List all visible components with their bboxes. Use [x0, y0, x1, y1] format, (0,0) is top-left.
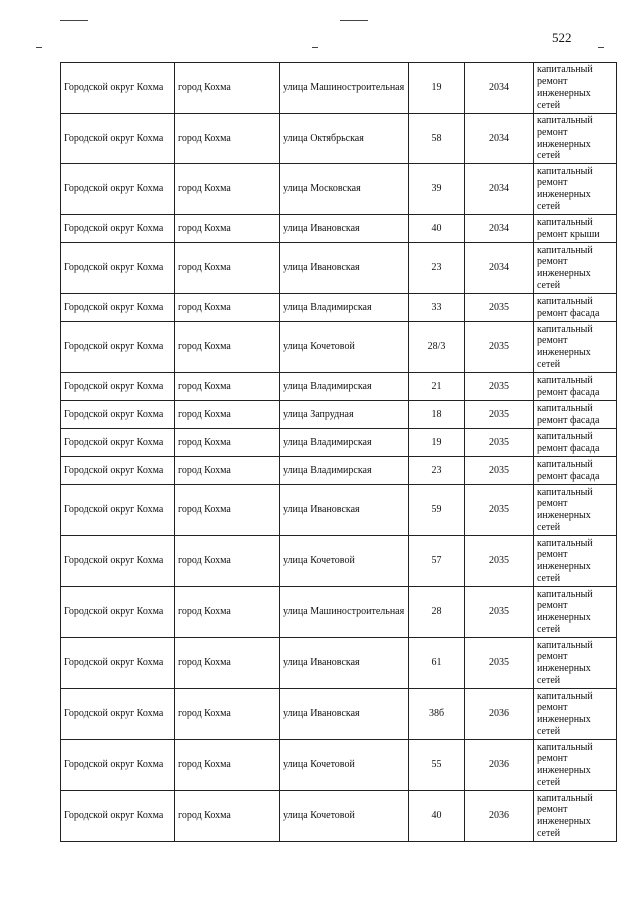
street-cell: улица Кочетовой: [280, 740, 409, 791]
year-cell: 2035: [465, 638, 534, 689]
year-cell: 2036: [465, 689, 534, 740]
municipality-cell: Городской округ Кохма: [61, 740, 175, 791]
year-cell: 2034: [465, 63, 534, 114]
house-number-cell: 57: [409, 536, 465, 587]
locality-cell: город Кохма: [175, 740, 280, 791]
table-row: [61, 485, 617, 536]
year-cell: 2035: [465, 401, 534, 429]
municipality-cell: Городской округ Кохма: [61, 689, 175, 740]
work-type-cell: капитальный ремонт инженерных сетей: [534, 322, 617, 373]
municipality-cell: Городской округ Кохма: [61, 63, 175, 114]
house-number-cell: 38б: [409, 689, 465, 740]
street-cell: улица Кочетовой: [280, 536, 409, 587]
street-cell: улица Кочетовой: [280, 322, 409, 373]
table-row: [61, 215, 617, 243]
year-cell: 2036: [465, 740, 534, 791]
work-type-cell: капитальный ремонт инженерных сетей: [534, 164, 617, 215]
scan-mark: [598, 47, 604, 48]
street-cell: улица Машиностроительная: [280, 587, 409, 638]
municipality-cell: Городской округ Кохма: [61, 215, 175, 243]
work-type-cell: капитальный ремонт инженерных сетей: [534, 536, 617, 587]
work-type-cell: капитальный ремонт фасада: [534, 373, 617, 401]
locality-cell: город Кохма: [175, 587, 280, 638]
work-type-cell: капитальный ремонт инженерных сетей: [534, 791, 617, 842]
year-cell: 2035: [465, 485, 534, 536]
page-number: 522: [552, 30, 572, 45]
house-number-cell: 23: [409, 457, 465, 485]
housing-repair-table: [60, 62, 617, 842]
locality-cell: город Кохма: [175, 638, 280, 689]
table-row: [61, 63, 617, 114]
table-body: [61, 63, 617, 842]
municipality-cell: Городской округ Кохма: [61, 429, 175, 457]
scan-mark: [36, 47, 42, 48]
table-row: [61, 740, 617, 791]
municipality-cell: Городской округ Кохма: [61, 791, 175, 842]
locality-cell: город Кохма: [175, 401, 280, 429]
street-cell: улица Ивановская: [280, 638, 409, 689]
year-cell: 2034: [465, 114, 534, 164]
locality-cell: город Кохма: [175, 294, 280, 322]
house-number-cell: 19: [409, 63, 465, 114]
work-type-cell: капитальный ремонт инженерных сетей: [534, 243, 617, 294]
house-number-cell: 40: [409, 215, 465, 243]
table-row: [61, 457, 617, 485]
scan-mark: [60, 20, 88, 21]
house-number-cell: 40: [409, 791, 465, 842]
work-type-cell: капитальный ремонт фасада: [534, 294, 617, 322]
municipality-cell: Городской округ Кохма: [61, 164, 175, 215]
locality-cell: город Кохма: [175, 791, 280, 842]
scan-mark: [312, 47, 318, 48]
street-cell: улица Октябрьская: [280, 114, 409, 164]
table-row: [61, 689, 617, 740]
house-number-cell: 59: [409, 485, 465, 536]
street-cell: улица Машиностроительная: [280, 63, 409, 114]
street-cell: улица Ивановская: [280, 215, 409, 243]
work-type-cell: капитальный ремонт инженерных сетей: [534, 485, 617, 536]
house-number-cell: 61: [409, 638, 465, 689]
year-cell: 2035: [465, 457, 534, 485]
municipality-cell: Городской округ Кохма: [61, 587, 175, 638]
table-row: [61, 373, 617, 401]
municipality-cell: Городской округ Кохма: [61, 401, 175, 429]
locality-cell: город Кохма: [175, 429, 280, 457]
table-row: [61, 294, 617, 322]
street-cell: улица Кочетовой: [280, 791, 409, 842]
municipality-cell: Городской округ Кохма: [61, 638, 175, 689]
house-number-cell: 28: [409, 587, 465, 638]
year-cell: 2036: [465, 791, 534, 842]
scan-mark: [340, 20, 368, 21]
locality-cell: город Кохма: [175, 457, 280, 485]
locality-cell: город Кохма: [175, 164, 280, 215]
house-number-cell: 23: [409, 243, 465, 294]
table-row: [61, 638, 617, 689]
locality-cell: город Кохма: [175, 689, 280, 740]
year-cell: 2035: [465, 536, 534, 587]
municipality-cell: Городской округ Кохма: [61, 294, 175, 322]
year-cell: 2035: [465, 322, 534, 373]
municipality-cell: Городской округ Кохма: [61, 114, 175, 164]
table-row: [61, 791, 617, 842]
house-number-cell: 39: [409, 164, 465, 215]
municipality-cell: Городской округ Кохма: [61, 373, 175, 401]
year-cell: 2035: [465, 429, 534, 457]
locality-cell: город Кохма: [175, 322, 280, 373]
table-row: [61, 429, 617, 457]
municipality-cell: Городской округ Кохма: [61, 243, 175, 294]
municipality-cell: Городской округ Кохма: [61, 536, 175, 587]
table-row: [61, 114, 617, 164]
house-number-cell: 58: [409, 114, 465, 164]
work-type-cell: капитальный ремонт инженерных сетей: [534, 63, 617, 114]
street-cell: улица Владимирская: [280, 294, 409, 322]
table-row: [61, 243, 617, 294]
municipality-cell: Городской округ Кохма: [61, 322, 175, 373]
street-cell: улица Владимирская: [280, 429, 409, 457]
house-number-cell: 18: [409, 401, 465, 429]
locality-cell: город Кохма: [175, 63, 280, 114]
locality-cell: город Кохма: [175, 215, 280, 243]
house-number-cell: 55: [409, 740, 465, 791]
municipality-cell: Городской округ Кохма: [61, 485, 175, 536]
house-number-cell: 19: [409, 429, 465, 457]
locality-cell: город Кохма: [175, 373, 280, 401]
street-cell: улица Ивановская: [280, 689, 409, 740]
work-type-cell: капитальный ремонт инженерных сетей: [534, 587, 617, 638]
work-type-cell: капитальный ремонт фасада: [534, 457, 617, 485]
street-cell: улица Запрудная: [280, 401, 409, 429]
year-cell: 2034: [465, 215, 534, 243]
year-cell: 2035: [465, 587, 534, 638]
table-row: [61, 164, 617, 215]
year-cell: 2034: [465, 164, 534, 215]
street-cell: улица Московская: [280, 164, 409, 215]
work-type-cell: капитальный ремонт инженерных сетей: [534, 638, 617, 689]
table-row: [61, 536, 617, 587]
locality-cell: город Кохма: [175, 243, 280, 294]
locality-cell: город Кохма: [175, 114, 280, 164]
year-cell: 2035: [465, 373, 534, 401]
locality-cell: город Кохма: [175, 536, 280, 587]
year-cell: 2034: [465, 243, 534, 294]
year-cell: 2035: [465, 294, 534, 322]
street-cell: улица Владимирская: [280, 373, 409, 401]
work-type-cell: капитальный ремонт инженерных сетей: [534, 740, 617, 791]
municipality-cell: Городской округ Кохма: [61, 457, 175, 485]
table-row: [61, 587, 617, 638]
work-type-cell: капитальный ремонт инженерных сетей: [534, 114, 617, 164]
house-number-cell: 21: [409, 373, 465, 401]
house-number-cell: 33: [409, 294, 465, 322]
work-type-cell: капитальный ремонт крыши: [534, 215, 617, 243]
table-row: [61, 322, 617, 373]
street-cell: улица Ивановская: [280, 485, 409, 536]
work-type-cell: капитальный ремонт фасада: [534, 429, 617, 457]
street-cell: улица Владимирская: [280, 457, 409, 485]
table-row: [61, 401, 617, 429]
street-cell: улица Ивановская: [280, 243, 409, 294]
locality-cell: город Кохма: [175, 485, 280, 536]
house-number-cell: 28/3: [409, 322, 465, 373]
work-type-cell: капитальный ремонт фасада: [534, 401, 617, 429]
work-type-cell: капитальный ремонт инженерных сетей: [534, 689, 617, 740]
